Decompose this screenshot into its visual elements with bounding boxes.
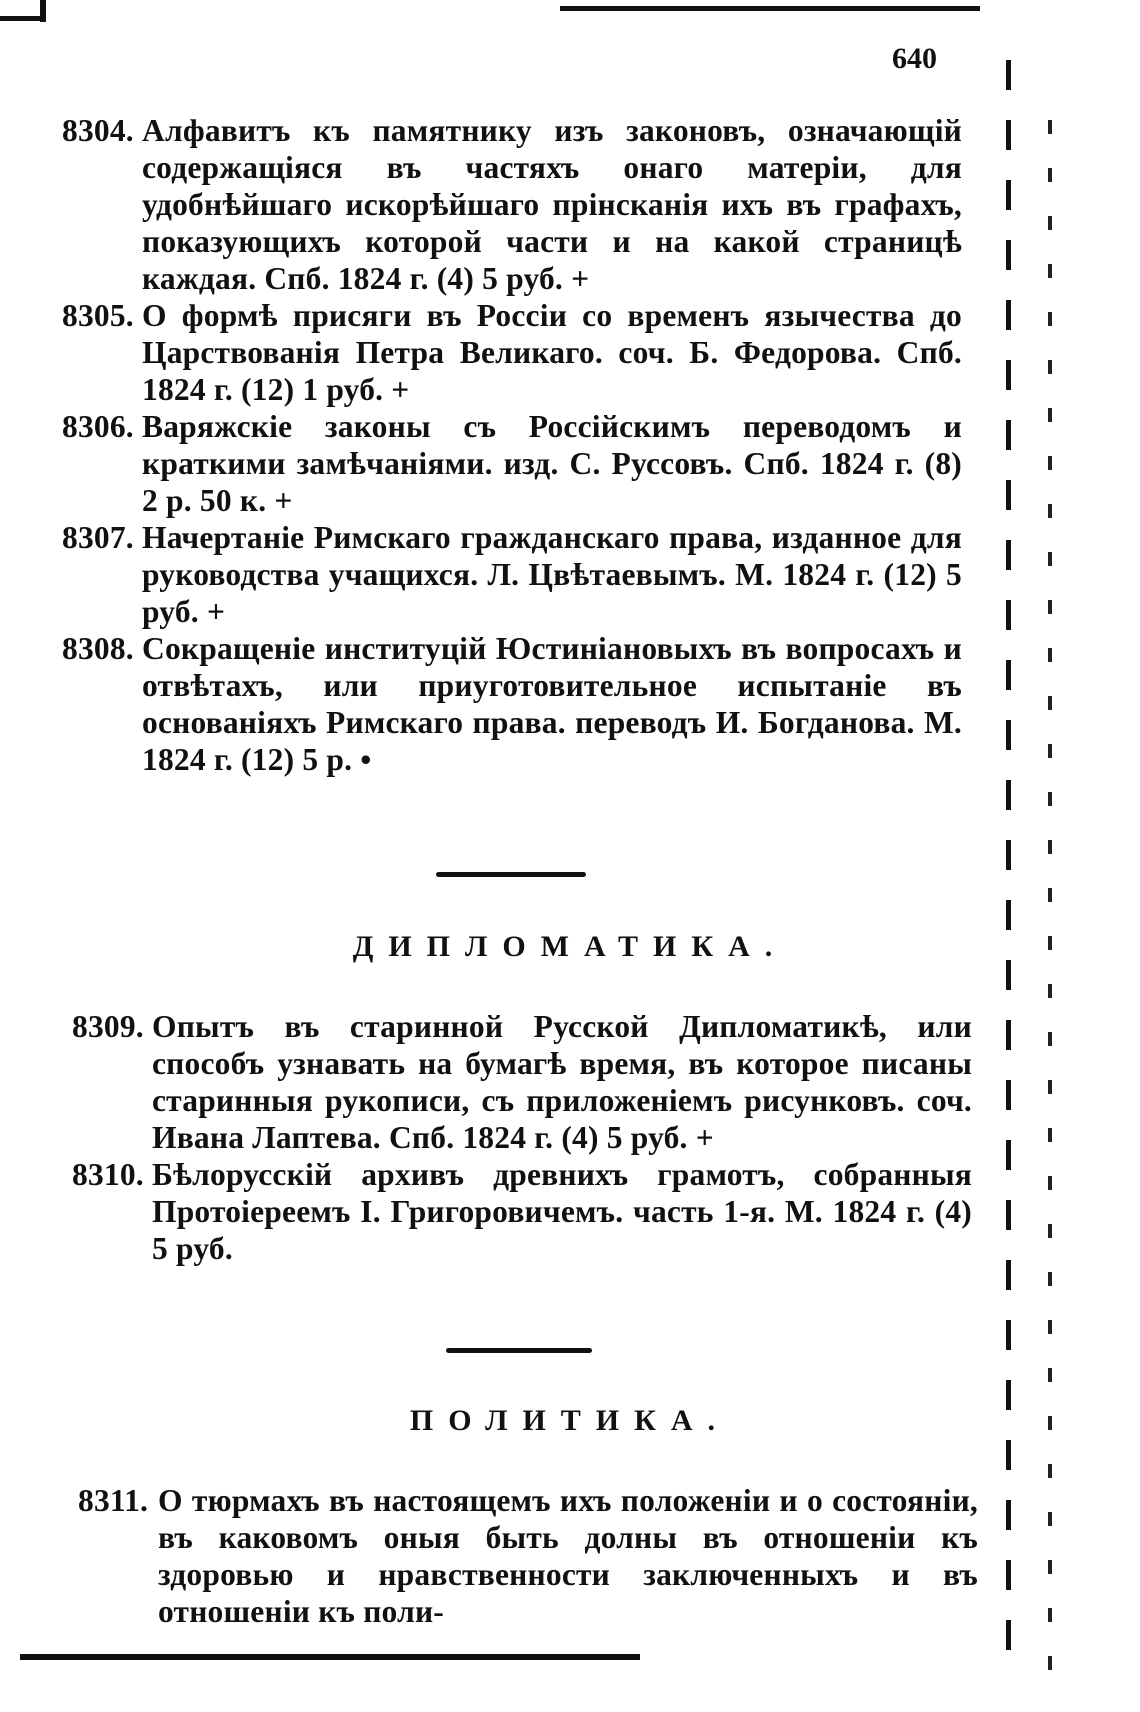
entry-8304 (62, 112, 962, 297)
entry-text: Опытъ въ старинной Русской Дипломатикѣ, или способъ узнавать на бумагѣ время, въ которое писаны старинныя рукописи, съ приложеніемъ рисунковъ. соч. Ивана Лаптева. Спб. 1824 г. (4) 5 руб. + (152, 1009, 972, 1155)
entry-8307 (62, 519, 962, 630)
entry-text: О тюрмахъ въ настоящемъ ихъ положеніи и о состояніи, въ каковомъ оныя быть долны въ отношеніи къ здоровью и нравственности заключенныхъ и въ отношеніи къ поли- (158, 1483, 978, 1629)
entry-8306 (62, 408, 962, 519)
entry-text: Варяжскіе законы съ Россійскимъ переводомъ и краткими замѣчаніями. изд. С. Руссовъ. Спб. 1824 г. (8) 2 р. 50 к. + (142, 409, 962, 518)
scan-border-top-center (560, 6, 980, 11)
entry-number: 8311. (78, 1483, 149, 1518)
entry-number: 8307. (62, 520, 134, 555)
page-number: 640 (892, 42, 937, 75)
section-divider (446, 1348, 592, 1353)
entry-8308 (62, 630, 962, 778)
entries-section-2 (72, 1008, 972, 1267)
entry-text: О формѣ присяги въ Россіи со временъ язычества до Царствованія Петра Великаго. соч. Б. Федорова. Спб. 1824 г. (12) 1 руб. + (142, 298, 962, 407)
entry-number: 8308. (62, 631, 134, 666)
entry-text: Сокращеніе институцій Юстиніановыхъ въ вопросахъ и отвѣтахъ, или приуготовительное испытаніе въ основаніяхъ Римскаго права. переводъ И. Богданова. М. 1824 г. (12) 5 р. • (142, 631, 962, 777)
section-heading-politika: ПОЛИТИКА. (409, 1404, 731, 1437)
section-heading-diplomatika: ДИПЛОМАТИКА. (352, 930, 788, 963)
entry-text: Бѣлорусскій архивъ древнихъ грамотъ, собранныя Протоіереемъ І. Григоровичемъ. часть 1-я. М. 1824 г. (4) 5 руб. (152, 1157, 972, 1266)
entry-text: Алфавитъ къ памятнику изъ законовъ, означающій содержащіяся въ частяхъ онаго матеріи, для удобнѣйшаго искорѣйшаго прінсканія ихъ въ графахъ, показующихъ которой части и на какой страницѣ каждая. Спб. 1824 г. (4) 5 руб. + (142, 113, 962, 296)
scan-right-edge-outer (1048, 120, 1052, 1680)
section-divider (436, 872, 586, 877)
entries-section-3 (78, 1482, 978, 1630)
scan-border-bottom (20, 1654, 640, 1660)
entry-number: 8309. (72, 1009, 144, 1044)
entry-number: 8310. (72, 1157, 144, 1192)
entry-8311 (78, 1482, 978, 1630)
scan-border-top-left-h (0, 16, 46, 21)
entry-8309 (72, 1008, 972, 1156)
entries-section-1 (62, 112, 962, 778)
entry-number: 8306. (62, 409, 134, 444)
entry-text: Начертаніе Римскаго гражданскаго права, изданное для руководства учащихся. Л. Цвѣтаевымъ. М. 1824 г. (12) 5 руб. + (142, 520, 962, 629)
entry-number: 8305. (62, 298, 134, 333)
entry-number: 8304. (62, 113, 134, 148)
entry-8305 (62, 297, 962, 408)
entry-8310 (72, 1156, 972, 1267)
